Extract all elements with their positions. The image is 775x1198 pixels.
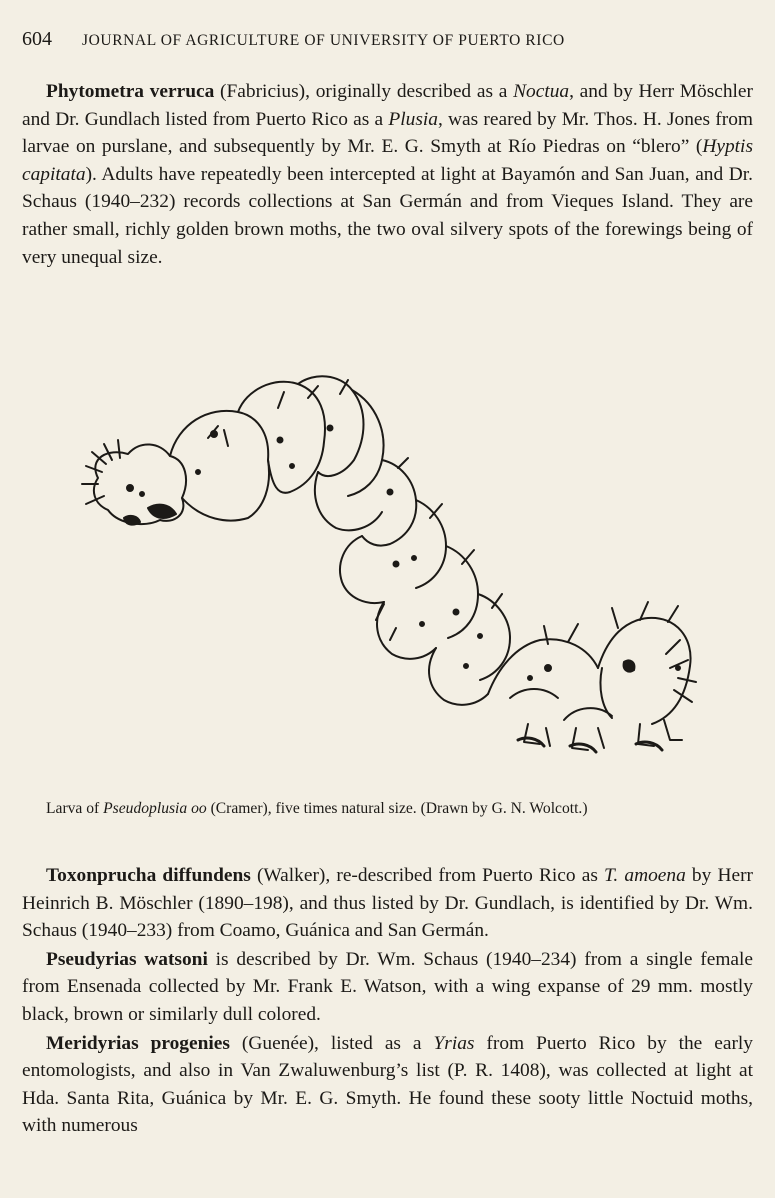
text-block-bottom xyxy=(22,862,753,1140)
paragraph-phytometra-verruca: Phytometra verruca (Fabricius), originally described as a Noctua, and by Herr Möschler and Dr. Gundlach listed from Puerto Rico as a Plusia, was reared by Mr. Thos. H. Jones from larvae on purslane, and subsequently by Mr. E. G. Smyth at Río Piedras on “blero” (Hyptis capitata). Adults have repeatedly been intercepted at light at Bayamón and San Juan, and Dr. Schaus (1940–232) records collections at San Germán and from Vieques Island. They are rather small, richly golden brown moths, the two oval silvery spots of the forewings being of very unequal size. xyxy=(22,81,753,268)
figure-caption: Larva of Pseudoplusia oo (Cramer), five times natural size. (Drawn by G. N. Wolcott.) xyxy=(46,799,588,817)
larva-illustration xyxy=(78,368,698,768)
species-name: Phytometra verruca xyxy=(46,81,215,102)
paragraph-pseudyrias-watsoni: Pseudyrias watsoni is described by Dr. Wm. Schaus (1940–234) from a single female from Ensenada collected by Mr. Frank E. Watson, with a wing expanse of 29 mm. mostly black, brown or similarly dull colored. xyxy=(22,948,753,1025)
species-name: Toxonprucha diffundens xyxy=(46,865,251,886)
paragraph-toxonprucha-diffundens: Toxonprucha diffundens (Walker), re-described from Puerto Rico as T. amoena by Herr Heinrich B. Möschler (1890–198), and thus listed by Dr. Gundlach, is identified by Dr. Wm. Schaus (1940–233) from Coamo, Guánica and San Germán. xyxy=(22,865,753,942)
species-name: Pseudyrias watsoni xyxy=(46,948,208,970)
text-block-top xyxy=(22,78,753,271)
page-header xyxy=(22,28,742,51)
species-name: Meridyrias progenies xyxy=(46,1032,230,1054)
paragraph-meridyrias-progenies: Meridyrias progenies (Guenée), listed as a Yrias from Puerto Rico by the early entomologists, and also in Van Zwaluwenburg’s list (P. R. 1408), was collected at light at Hda. Santa Rita, Guánica by Mr. E. G. Smyth. He found these sooty little Noctuid moths, with numerous xyxy=(22,1032,754,1137)
running-head: JOURNAL OF AGRICULTURE OF UNIVERSITY OF PUERTO RICO xyxy=(82,32,565,49)
page-number: 604 xyxy=(22,28,52,50)
